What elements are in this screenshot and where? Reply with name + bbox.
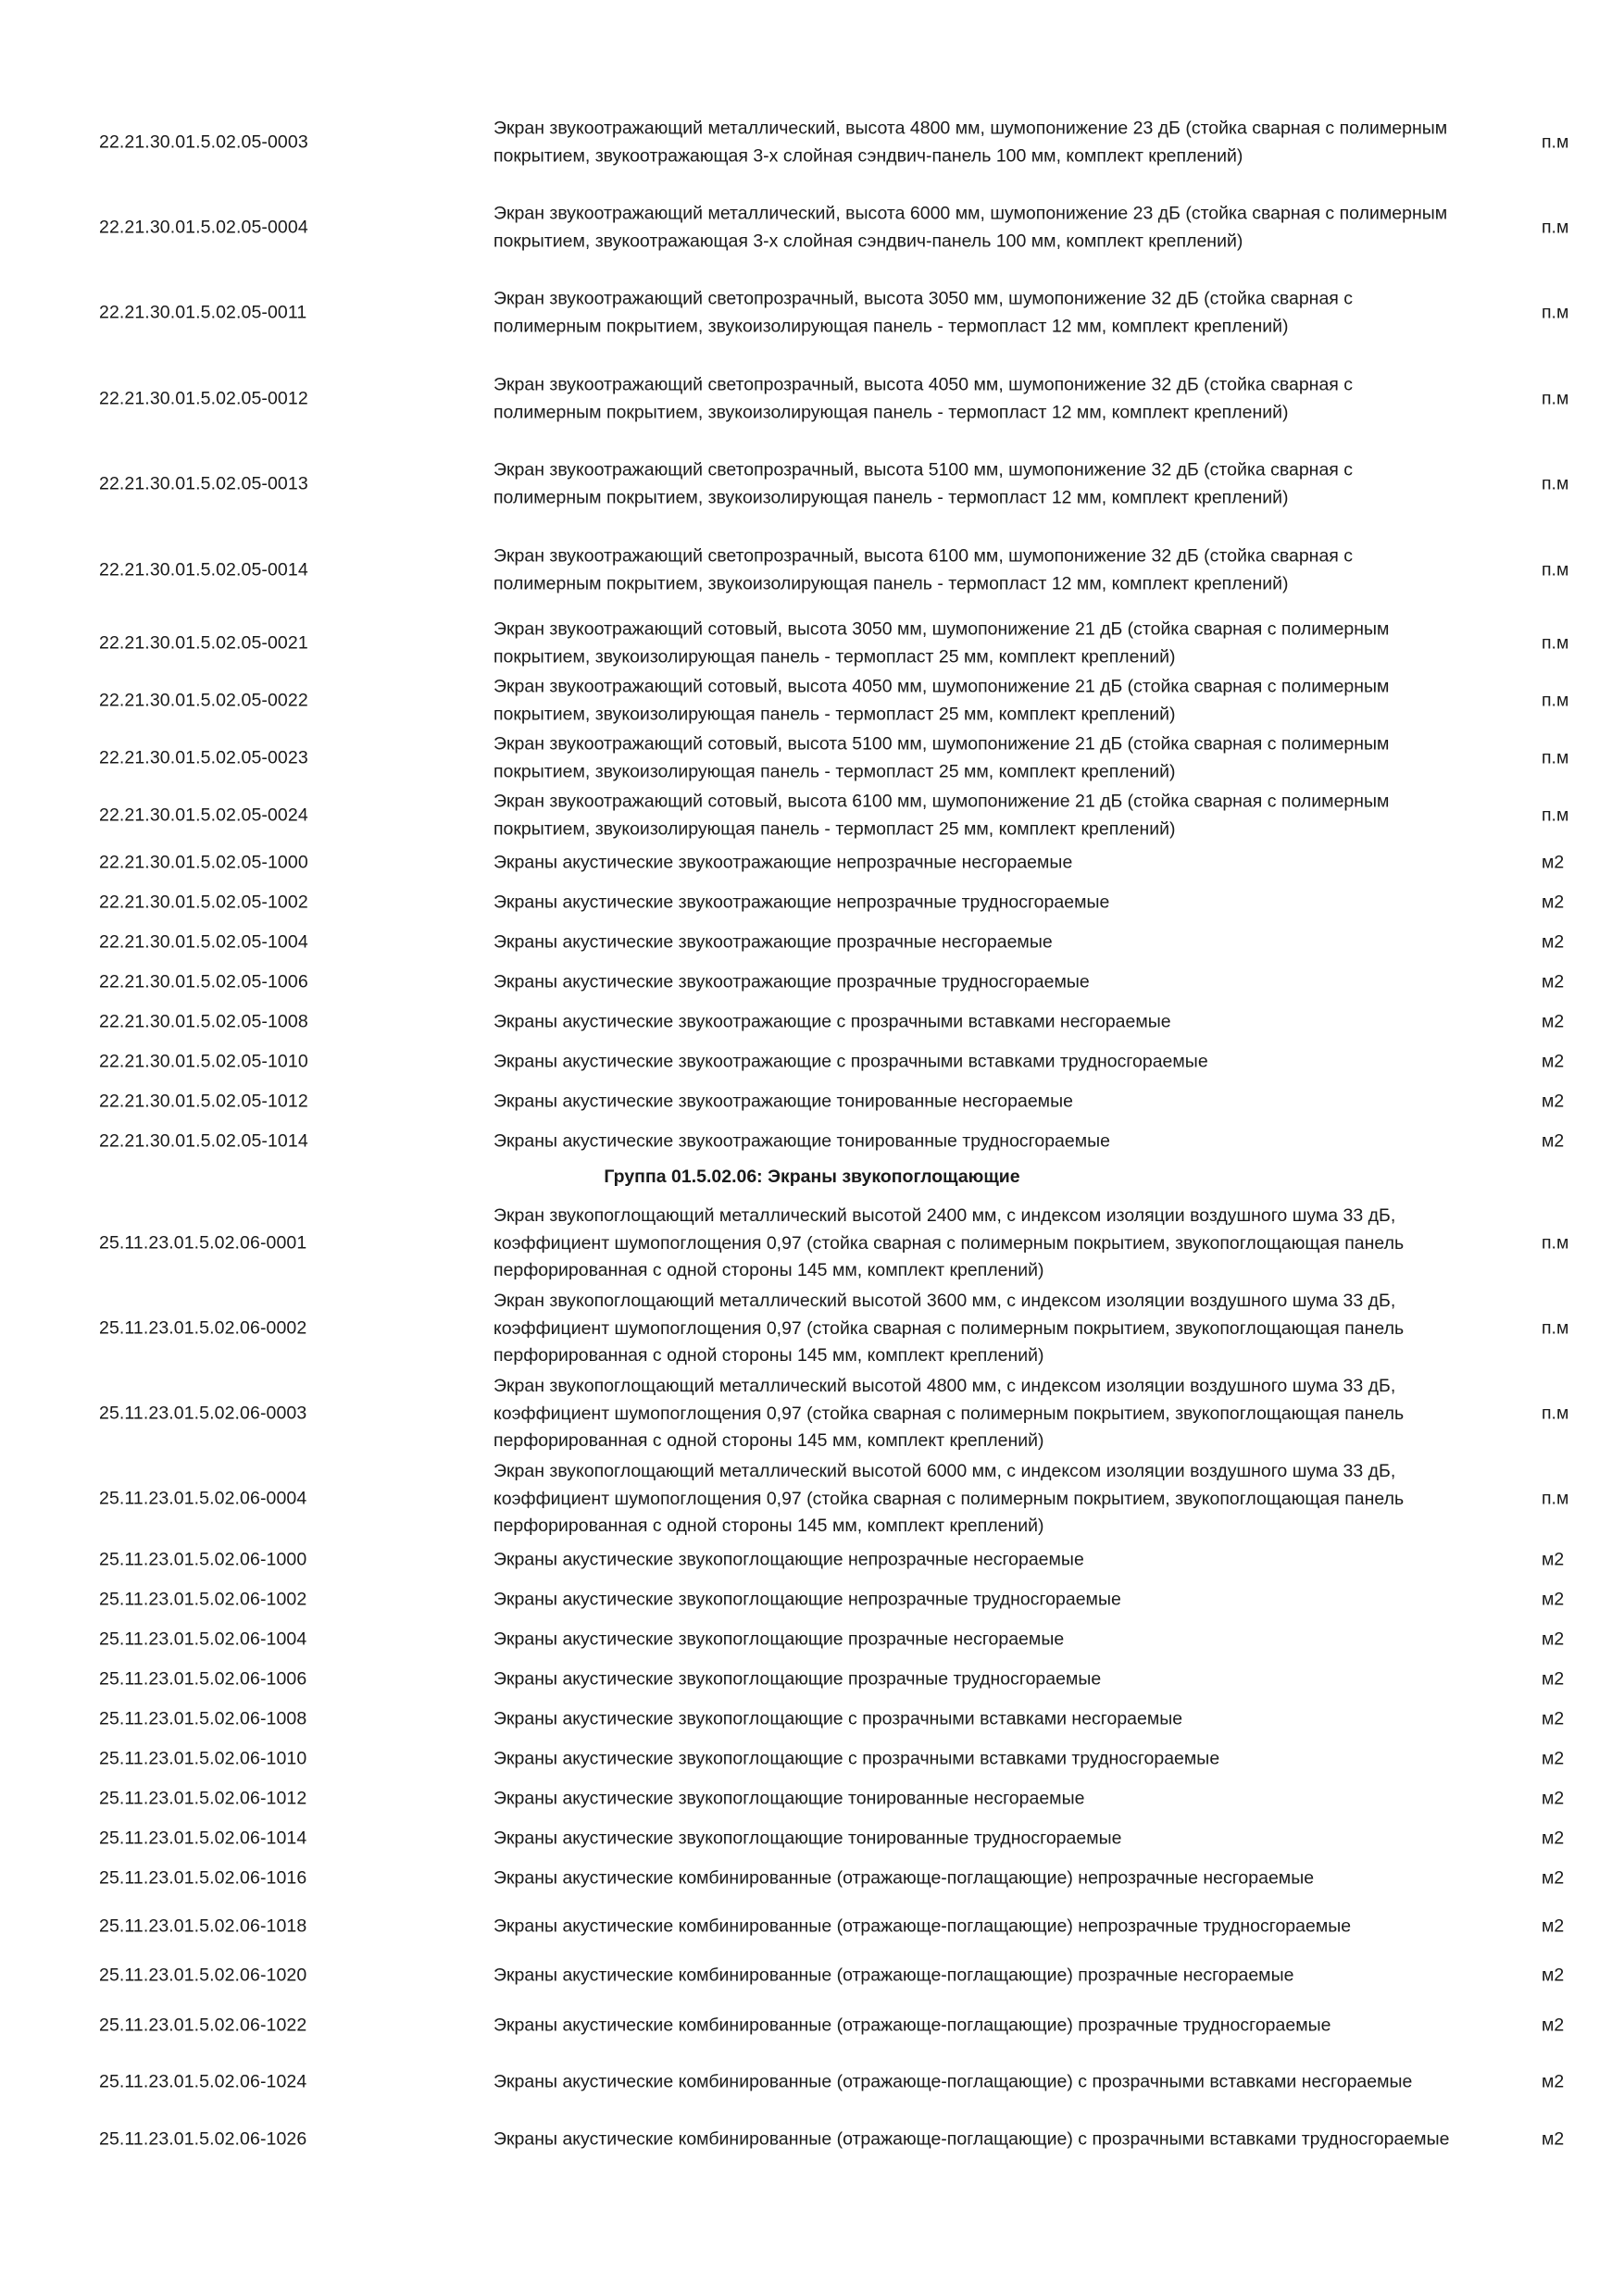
row-code: 25.11.23.01.5.02.06-1016 — [99, 1867, 307, 1889]
row-unit: п.м — [1542, 1232, 1569, 1254]
row-unit: м2 — [1542, 1965, 1565, 1986]
row-description: Экраны акустические комбинированные (отражающе-поглащающие) прозрачные трудносгораемые — [493, 2015, 1331, 2036]
table-row — [0, 1865, 1624, 1892]
row-unit: п.м — [1542, 805, 1569, 826]
row-unit: м2 — [1542, 1708, 1565, 1729]
row-code: 25.11.23.01.5.02.06-0003 — [99, 1403, 307, 1424]
row-description: Экраны акустические звукопоглощающие тонированные несгораемые — [493, 1788, 1085, 1809]
row-description: Экраны акустические комбинированные (отражающе-поглащающие) непрозрачные трудносгораемые — [493, 1915, 1352, 1937]
table-row — [0, 2012, 1624, 2040]
row-description: Экран звукоотражающий светопрозрачный, высота 3050 мм, шумопонижение 32 дБ (стойка сварная с полимерным покрытием, звукоизолирующая панель - термопласт 12 мм, комплект креплений) — [493, 288, 1354, 336]
row-code: 25.11.23.01.5.02.06-1006 — [99, 1668, 307, 1690]
row-code: 25.11.23.01.5.02.06-1008 — [99, 1708, 307, 1729]
row-code: 25.11.23.01.5.02.06-1002 — [99, 1589, 307, 1610]
row-unit: м2 — [1542, 1668, 1565, 1690]
row-code: 22.21.30.01.5.02.05-0012 — [99, 388, 308, 409]
row-unit: м2 — [1542, 892, 1565, 913]
row-unit: п.м — [1542, 1403, 1569, 1424]
row-code: 22.21.30.01.5.02.05-0023 — [99, 747, 308, 768]
row-unit: м2 — [1542, 1788, 1565, 1809]
row-unit: п.м — [1542, 690, 1569, 711]
table-row — [0, 1008, 1624, 1036]
row-code: 25.11.23.01.5.02.06-1010 — [99, 1748, 307, 1769]
row-description: Экран звукоотражающий металлический, высота 6000 мм, шумопонижение 23 дБ (стойка сварная с полимерным покрытием, звукоотражающая 3-х слойная сэндвич-панель 100 мм, комплект креплений) — [493, 203, 1448, 251]
row-code: 22.21.30.01.5.02.05-0013 — [99, 473, 308, 494]
row-code: 25.11.23.01.5.02.06-1012 — [99, 1788, 307, 1809]
row-unit: п.м — [1542, 1317, 1569, 1339]
row-unit: м2 — [1542, 1011, 1565, 1032]
row-unit: м2 — [1542, 2071, 1565, 2092]
row-code: 25.11.23.01.5.02.06-1014 — [99, 1828, 307, 1849]
row-code: 22.21.30.01.5.02.05-0014 — [99, 559, 308, 580]
row-code: 22.21.30.01.5.02.05-0022 — [99, 690, 308, 711]
row-code: 25.11.23.01.5.02.06-0002 — [99, 1317, 307, 1339]
row-unit: м2 — [1542, 2015, 1565, 2036]
table-row — [0, 1666, 1624, 1693]
row-description: Экран звукоотражающий сотовый, высота 3050 мм, шумопонижение 21 дБ (стойка сварная с полимерным покрытием, звукоизолирующая панель - термопласт 25 мм, комплект креплений) — [493, 618, 1390, 667]
row-unit: п.м — [1542, 559, 1569, 580]
table-row — [0, 1586, 1624, 1614]
row-code: 22.21.30.01.5.02.05-0021 — [99, 632, 308, 654]
table-row — [0, 1705, 1624, 1733]
row-unit: м2 — [1542, 2128, 1565, 2150]
row-description: Экраны акустические звукопоглощающие непрозрачные несгораемые — [493, 1549, 1084, 1570]
row-unit: п.м — [1542, 747, 1569, 768]
table-row — [0, 1962, 1624, 1990]
row-unit: п.м — [1542, 388, 1569, 409]
row-description: Экраны акустические звукоотражающие с прозрачными вставками несгораемые — [493, 1011, 1171, 1032]
row-unit: м2 — [1542, 852, 1565, 873]
row-description: Экран звукоотражающий сотовый, высота 5100 мм, шумопонижение 21 дБ (стойка сварная с полимерным покрытием, звукоизолирующая панель - термопласт 25 мм, комплект креплений) — [493, 733, 1390, 781]
row-code: 25.11.23.01.5.02.06-1024 — [99, 2071, 307, 2092]
row-description: Экран звукопоглощающий металлический высотой 3600 мм, с индексом изоляции воздушного шума 33 дБ, коэффициент шумопоглощения 0,97 (стойка сварная с полимерным покрытием, звукопоглощающая панель перфорированная с одной стороны 145 мм, комплект креплений) — [493, 1290, 1405, 1366]
table-row — [0, 730, 1624, 786]
row-unit: м2 — [1542, 931, 1565, 953]
row-code: 22.21.30.01.5.02.05-1010 — [99, 1051, 308, 1072]
row-unit: п.м — [1542, 632, 1569, 654]
row-description: Экраны акустические звукоотражающие прозрачные трудносгораемые — [493, 971, 1090, 992]
row-description: Экраны акустические звукоотражающие прозрачные несгораемые — [493, 931, 1053, 953]
table-row — [0, 849, 1624, 877]
table-row — [0, 186, 1624, 269]
row-unit: м2 — [1542, 1915, 1565, 1937]
row-description: Экраны акустические звукоотражающие непрозрачные несгораемые — [493, 852, 1073, 873]
row-description: Экраны акустические звукопоглощающие прозрачные трудносгораемые — [493, 1668, 1102, 1690]
table-row — [0, 1626, 1624, 1653]
row-code: 22.21.30.01.5.02.05-1012 — [99, 1091, 308, 1112]
row-code: 22.21.30.01.5.02.05-0011 — [99, 302, 307, 323]
row-description: Экраны акустические звукопоглощающие прозрачные несгораемые — [493, 1628, 1065, 1650]
table-row — [0, 1825, 1624, 1853]
row-description: Экраны акустические комбинированные (отражающе-поглащающие) прозрачные несгораемые — [493, 1965, 1294, 1986]
table-row — [0, 2112, 1624, 2167]
row-description: Экраны акустические звукопоглощающие с прозрачными вставками трудносгораемые — [493, 1748, 1220, 1769]
row-code: 22.21.30.01.5.02.05-1008 — [99, 1011, 308, 1032]
row-code: 22.21.30.01.5.02.05-0024 — [99, 805, 308, 826]
row-description: Экран звукоотражающий сотовый, высота 6100 мм, шумопонижение 21 дБ (стойка сварная с полимерным покрытием, звукоизолирующая панель - термопласт 25 мм, комплект креплений) — [493, 791, 1390, 839]
row-code: 22.21.30.01.5.02.05-1004 — [99, 931, 308, 953]
row-code: 25.11.23.01.5.02.06-1004 — [99, 1628, 307, 1650]
table-row — [0, 1745, 1624, 1773]
row-description: Экраны акустические комбинированные (отражающе-поглащающие) с прозрачными вставками трудносгораемые — [493, 2128, 1450, 2150]
row-code: 22.21.30.01.5.02.05-0004 — [99, 217, 308, 238]
row-unit: п.м — [1542, 217, 1569, 238]
table-row — [0, 1457, 1624, 1541]
row-description: Экраны акустические комбинированные (отражающе-поглащающие) с прозрачными вставками несгораемые — [493, 2071, 1413, 2092]
row-unit: п.м — [1542, 131, 1569, 153]
table-row — [0, 101, 1624, 184]
row-unit: м2 — [1542, 971, 1565, 992]
table-row — [0, 456, 1624, 512]
row-description: Экраны акустические звукопоглощающие непрозрачные трудносгораемые — [493, 1589, 1121, 1610]
row-unit: м2 — [1542, 1748, 1565, 1769]
row-unit: м2 — [1542, 1589, 1565, 1610]
table-row — [0, 1048, 1624, 1076]
table-row — [0, 1372, 1624, 1455]
row-code: 22.21.30.01.5.02.05-1006 — [99, 971, 308, 992]
row-description: Экран звукоотражающий светопрозрачный, высота 6100 мм, шумопонижение 32 дБ (стойка сварная с полимерным покрытием, звукоизолирующая панель - термопласт 12 мм, комплект креплений) — [493, 545, 1354, 593]
table-row — [0, 616, 1624, 671]
table-row — [0, 1128, 1624, 1155]
table-row — [0, 968, 1624, 996]
table-row — [0, 1546, 1624, 1574]
row-code: 25.11.23.01.5.02.06-1022 — [99, 2015, 307, 2036]
row-code: 25.11.23.01.5.02.06-0001 — [99, 1232, 307, 1254]
table-row — [0, 1202, 1624, 1285]
row-description: Экран звукопоглощающий металлический высотой 2400 мм, с индексом изоляции воздушного шума 33 дБ, коэффициент шумопоглощения 0,97 (стойка сварная с полимерным покрытием, звукопоглощающая панель перфорированная с одной стороны 145 мм, комплект креплений) — [493, 1204, 1405, 1280]
row-code: 25.11.23.01.5.02.06-1018 — [99, 1915, 307, 1937]
table-row — [0, 788, 1624, 843]
row-code: 25.11.23.01.5.02.06-1020 — [99, 1965, 307, 1986]
row-unit: п.м — [1542, 1488, 1569, 1509]
row-unit: м2 — [1542, 1051, 1565, 1072]
row-description: Экраны акустические звукоотражающие тонированные трудносгораемые — [493, 1130, 1110, 1152]
row-code: 22.21.30.01.5.02.05-0003 — [99, 131, 308, 153]
row-description: Экран звукоотражающий сотовый, высота 4050 мм, шумопонижение 21 дБ (стойка сварная с полимерным покрытием, звукоизолирующая панель - термопласт 25 мм, комплект креплений) — [493, 676, 1390, 724]
row-unit: м2 — [1542, 1628, 1565, 1650]
row-code: 25.11.23.01.5.02.06-1000 — [99, 1549, 307, 1570]
row-description: Экраны акустические звукопоглощающие с прозрачными вставками несгораемые — [493, 1708, 1183, 1729]
table-row — [0, 1287, 1624, 1370]
table-row — [0, 543, 1624, 598]
row-unit: п.м — [1542, 473, 1569, 494]
row-description: Экраны акустические звукоотражающие с прозрачными вставками трудносгораемые — [493, 1051, 1208, 1072]
row-unit: м2 — [1542, 1091, 1565, 1112]
row-description: Экран звукопоглощающий металлический высотой 4800 мм, с индексом изоляции воздушного шума 33 дБ, коэффициент шумопоглощения 0,97 (стойка сварная с полимерным покрытием, звукопоглощающая панель перфорированная с одной стороны 145 мм, комплект креплений) — [493, 1375, 1405, 1451]
table-row — [0, 1088, 1624, 1116]
row-unit: м2 — [1542, 1828, 1565, 1849]
row-code: 22.21.30.01.5.02.05-1014 — [99, 1130, 308, 1152]
row-description: Экраны акустические звукоотражающие непрозрачные трудносгораемые — [493, 892, 1110, 913]
row-unit: п.м — [1542, 302, 1569, 323]
row-code: 22.21.30.01.5.02.05-1002 — [99, 892, 308, 913]
table-row — [0, 371, 1624, 427]
row-code: 22.21.30.01.5.02.05-1000 — [99, 852, 308, 873]
table-row — [0, 929, 1624, 956]
table-row — [0, 1785, 1624, 1813]
row-description: Экран звукоотражающий светопрозрачный, высота 4050 мм, шумопонижение 32 дБ (стойка сварная с полимерным покрытием, звукоизолирующая панель - термопласт 12 мм, комплект креплений) — [493, 374, 1354, 422]
row-description: Экраны акустические звукопоглощающие тонированные трудносгораемые — [493, 1828, 1122, 1849]
table-row — [0, 889, 1624, 917]
table-row — [0, 285, 1624, 341]
row-description: Экран звукоотражающий светопрозрачный, высота 5100 мм, шумопонижение 32 дБ (стойка сварная с полимерным покрытием, звукоизолирующая панель - термопласт 12 мм, комплект креплений) — [493, 459, 1354, 507]
row-unit: м2 — [1542, 1867, 1565, 1889]
row-unit: м2 — [1542, 1549, 1565, 1570]
table-row — [0, 1899, 1624, 1954]
row-code: 25.11.23.01.5.02.06-1026 — [99, 2128, 307, 2150]
group-heading: Группа 01.5.02.06: Экраны звукопоглощающие — [604, 1167, 1020, 1187]
row-description: Экран звукопоглощающий металлический высотой 6000 мм, с индексом изоляции воздушного шума 33 дБ, коэффициент шумопоглощения 0,97 (стойка сварная с полимерным покрытием, звукопоглощающая панель перфорированная с одной стороны 145 мм, комплект креплений) — [493, 1460, 1405, 1536]
row-code: 25.11.23.01.5.02.06-0004 — [99, 1488, 307, 1509]
table-row — [0, 2054, 1624, 2110]
table-row — [0, 673, 1624, 729]
row-description: Экран звукоотражающий металлический, высота 4800 мм, шумопонижение 23 дБ (стойка сварная с полимерным покрытием, звукоотражающая 3-х слойная сэндвич-панель 100 мм, комплект креплений) — [493, 118, 1448, 166]
row-description: Экраны акустические комбинированные (отражающе-поглащающие) непрозрачные несгораемые — [493, 1867, 1315, 1889]
row-unit: м2 — [1542, 1130, 1565, 1152]
row-description: Экраны акустические звукоотражающие тонированные несгораемые — [493, 1091, 1073, 1112]
